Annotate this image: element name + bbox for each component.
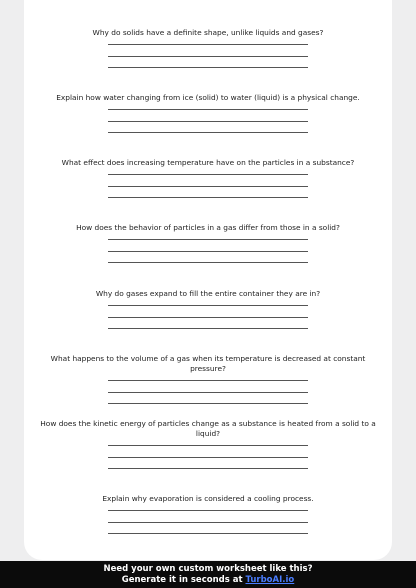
answer-lines — [36, 445, 380, 469]
question-1 — [36, 28, 380, 79]
question-text: Why do solids have a definite shape, unlike liquids and gases? — [92, 28, 324, 37]
question-5 — [36, 289, 380, 340]
answer-line[interactable] — [108, 186, 308, 187]
question-7 — [36, 419, 380, 480]
answer-line[interactable] — [108, 445, 308, 446]
question-6 — [36, 354, 380, 415]
question-8 — [36, 494, 380, 545]
answer-line[interactable] — [108, 197, 308, 198]
answer-line[interactable] — [108, 305, 308, 306]
answer-lines — [36, 239, 380, 263]
answer-line[interactable] — [108, 262, 308, 263]
answer-line[interactable] — [108, 510, 308, 511]
question-text: How does the behavior of particles in a gas differ from those in a solid? — [76, 223, 340, 232]
answer-lines — [36, 305, 380, 329]
footer-prefix: Generate it in seconds at — [121, 574, 246, 585]
footer-line-1: Need your own custom worksheet like this? — [103, 564, 313, 574]
turboai-link[interactable]: TurboAI.io — [245, 574, 295, 585]
question-text: Explain why evaporation is considered a cooling process. — [102, 494, 314, 503]
question-2 — [36, 93, 380, 144]
promo-footer — [0, 561, 416, 588]
answer-lines — [36, 510, 380, 534]
question-text: Why do gases expand to fill the entire container they are in? — [95, 289, 321, 298]
answer-line[interactable] — [108, 56, 308, 57]
answer-line[interactable] — [108, 468, 308, 469]
question-3 — [36, 158, 380, 209]
answer-line[interactable] — [108, 67, 308, 68]
answer-line[interactable] — [108, 317, 308, 318]
answer-line[interactable] — [108, 522, 308, 523]
question-text: Explain how water changing from ice (solid) to water (liquid) is a physical change. — [56, 93, 360, 102]
footer-line-2 — [0, 575, 416, 586]
answer-lines — [36, 109, 380, 133]
answer-line[interactable] — [108, 392, 308, 393]
worksheet-page — [24, 0, 392, 560]
answer-line[interactable] — [108, 251, 308, 252]
answer-line[interactable] — [108, 457, 308, 458]
question-text: How does the kinetic energy of particles change as a substance is heated from a solid to a liquid? — [40, 419, 376, 438]
answer-line[interactable] — [108, 403, 308, 404]
answer-lines — [36, 174, 380, 198]
question-text: What happens to the volume of a gas when its temperature is decreased at constant pressure? — [50, 354, 366, 373]
answer-line[interactable] — [108, 109, 308, 110]
answer-line[interactable] — [108, 44, 308, 45]
answer-line[interactable] — [108, 121, 308, 122]
answer-line[interactable] — [108, 239, 308, 240]
answer-line[interactable] — [108, 328, 308, 329]
answer-line[interactable] — [108, 380, 308, 381]
question-4 — [36, 223, 380, 274]
answer-lines — [36, 380, 380, 404]
answer-line[interactable] — [108, 174, 308, 175]
answer-line[interactable] — [108, 132, 308, 133]
question-text: What effect does increasing temperature have on the particles in a substance? — [61, 158, 355, 167]
answer-lines — [36, 44, 380, 68]
answer-line[interactable] — [108, 533, 308, 534]
